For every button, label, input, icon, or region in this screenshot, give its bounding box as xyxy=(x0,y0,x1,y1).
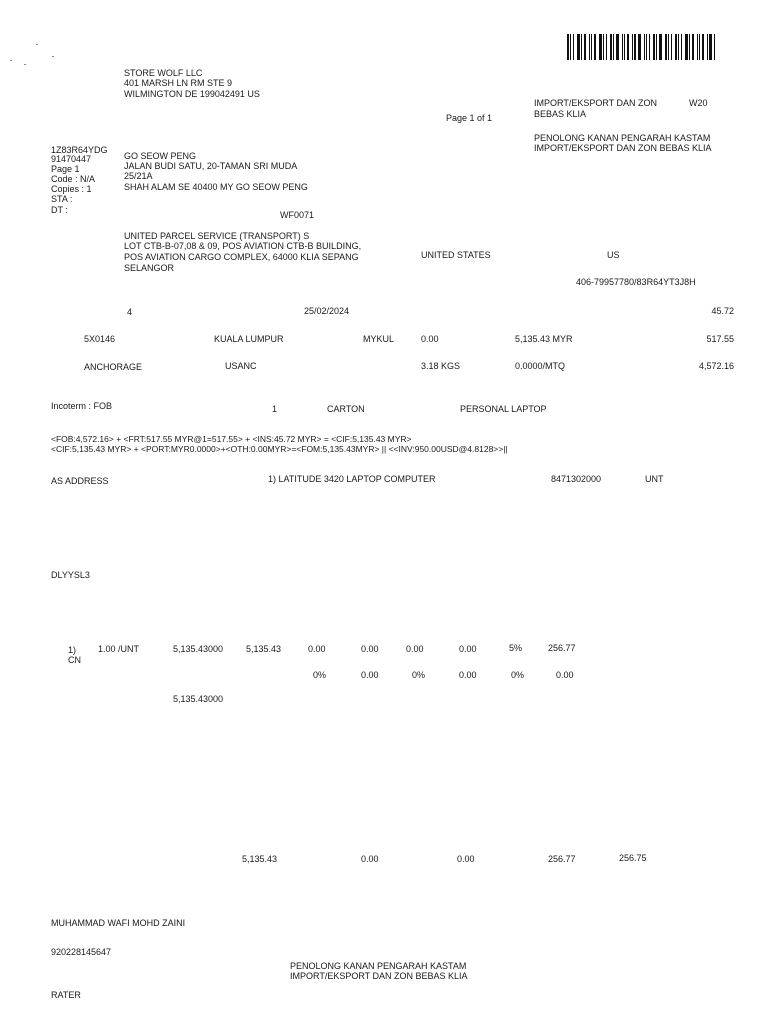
barcode-bar xyxy=(709,34,712,60)
excise-amount-2: 0.00 xyxy=(459,670,477,680)
cif-value: 5,135.43 MYR xyxy=(515,334,573,344)
barcode-bar xyxy=(653,34,655,60)
excise-amount-3: 0.00 xyxy=(556,670,574,680)
line-origin: CN xyxy=(68,655,81,665)
barcode-bar xyxy=(606,34,607,60)
station-code: W20 xyxy=(689,98,708,108)
item-unit: UNT xyxy=(645,474,664,484)
total-value: 5,135.43 xyxy=(242,854,278,864)
barcode-bar xyxy=(656,34,657,60)
barcode-bar xyxy=(573,34,574,60)
duty-rate-1: 0.00 xyxy=(308,644,326,654)
barcode-bar xyxy=(699,34,700,60)
calculation-line-1: <FOB:4,572.16> + <FRT:517.55 MYR@1=517.55> + <INS:45.72 MYR> = <CIF:5,135.43 MYR> xyxy=(51,434,412,444)
barcode-bar xyxy=(634,34,636,60)
total-tax: 256.77 xyxy=(548,854,576,864)
excise-rate-2: 0% xyxy=(412,670,426,680)
sta-label: STA : xyxy=(51,194,73,204)
tax-amount: 256.77 xyxy=(548,643,576,653)
line-total: 5,135.43 xyxy=(246,644,282,654)
origin-country: UNITED STATES xyxy=(421,250,491,260)
shipping-mark: DLYYSL3 xyxy=(51,570,90,580)
barcode-bar xyxy=(591,34,592,60)
line-unit-price: 5,135.43000 xyxy=(173,644,224,654)
tax-rate: 5% xyxy=(509,643,523,653)
sender-line-3: WILMINGTON DE 199042491 US xyxy=(124,89,260,99)
code-label: Code : N/A xyxy=(51,174,96,184)
barcode-bar xyxy=(594,34,596,60)
barcode-bar xyxy=(646,34,647,60)
agent-line-3: POS AVIATION CARGO COMPLEX, 64000 KLIA SEPANG xyxy=(124,252,359,262)
barcode-bar xyxy=(689,34,690,60)
excise-rate-3: 0% xyxy=(511,670,525,680)
insurance-value: 45.72 xyxy=(711,306,734,316)
duty-amount-1: 0.00 xyxy=(361,644,379,654)
barcode-bar xyxy=(624,34,625,60)
scan-specks xyxy=(6,44,66,68)
excise-amount-1: 0.00 xyxy=(361,670,379,680)
barcode-bar xyxy=(610,34,612,60)
barcode-bar xyxy=(581,34,582,60)
agent-line-1: UNITED PARCEL SERVICE (TRANSPORT) S xyxy=(124,231,310,241)
barcode-bar xyxy=(577,34,580,60)
dt-label: DT : xyxy=(51,205,68,215)
barcode-bar xyxy=(707,34,708,60)
item-address: AS ADDRESS xyxy=(51,476,109,486)
barcode-bar xyxy=(685,34,688,60)
package-type: CARTON xyxy=(327,404,365,414)
grand-total: 256.75 xyxy=(619,853,647,863)
page-code: Page 1 xyxy=(51,164,80,174)
declaration-date: 25/02/2024 xyxy=(304,306,350,316)
station-name: IMPORT/EKSPORT DAN ZON BEBAS KLIA xyxy=(534,98,658,119)
fob-value: 4,572.16 xyxy=(698,361,734,371)
copies-label: Copies : 1 xyxy=(51,184,92,194)
barcode-bar xyxy=(603,34,604,60)
barcode-bar xyxy=(692,34,694,60)
sender-line-2: 401 MARSH LN RM STE 9 xyxy=(124,78,233,88)
barcode-bar xyxy=(671,34,672,60)
line-quantity: 1.00 /UNT xyxy=(98,644,140,654)
measure-rate: 0.0000/MTQ xyxy=(515,361,566,371)
consignee-line-1: GO SEOW PENG xyxy=(124,151,197,161)
airway-bill: 406-79957780/83R64YT3J8H xyxy=(576,277,696,287)
barcode-bar xyxy=(632,34,633,60)
barcode-bar xyxy=(627,34,629,60)
footer-title-2: IMPORT/EKSPORT DAN ZON BEBAS KLIA xyxy=(290,971,468,981)
departure-city: ANCHORAGE xyxy=(84,362,143,372)
sender-line-1: STORE WOLF LLC xyxy=(124,68,203,78)
barcode-bar xyxy=(675,34,677,60)
agent-line-2: LOT CTB-B-07,08 & 09, POS AVIATION CTB-B BUILDING, xyxy=(124,241,362,251)
barcode-bar xyxy=(697,34,698,60)
item-description: 1) LATITUDE 3420 LAPTOP COMPUTER xyxy=(268,474,436,484)
package-count: 4 xyxy=(127,307,133,317)
tracking-code: 1Z83R64YDG xyxy=(51,145,108,155)
line-number: 1) xyxy=(68,645,77,655)
consignee-line-2: JALAN BUDI SATU, 20-TAMAN SRI MUDA xyxy=(124,161,298,171)
officer-title-1: PENOLONG KANAN PENGARAH KASTAM xyxy=(534,133,711,143)
barcode-bar xyxy=(668,34,669,60)
barcode-bar xyxy=(589,34,590,60)
barcode-bar xyxy=(638,34,641,60)
agent-line-4: SELANGOR xyxy=(124,263,175,273)
gross-weight: 3.18 KGS xyxy=(421,361,461,371)
barcode-bar xyxy=(584,34,586,60)
barcode-bar xyxy=(622,34,623,60)
goods-description: PERSONAL LAPTOP xyxy=(460,404,547,414)
barcode-bar xyxy=(665,34,667,60)
departure-code: USANC xyxy=(225,361,257,371)
barcode-bar xyxy=(714,34,715,60)
hs-code: 8471302000 xyxy=(551,474,602,484)
barcode-bar xyxy=(616,34,619,60)
arrival-code: MYKUL xyxy=(363,334,395,344)
officer-id: 920228145647 xyxy=(51,947,112,957)
officer-name: MUHAMMAD WAFI MOHD ZAINI xyxy=(51,918,186,928)
arrival-city: KUALA LUMPUR xyxy=(214,334,284,344)
barcode-bar xyxy=(678,34,679,60)
flight-number: 5X0146 xyxy=(84,334,116,344)
incoterm-label: Incoterm : FOB xyxy=(51,401,113,411)
package-quantity: 1 xyxy=(272,404,278,414)
barcode-bar xyxy=(567,34,569,60)
calculation-line-2: <CIF:5,135.43 MYR> + <PORT:MYR0.0000>+<OTH:0.00MYR>=<FOM:5,135.43MYR> || <<INV:950.00USD@4.8128>>|| xyxy=(51,444,508,454)
line-subtotal: 5,135.43000 xyxy=(173,694,224,704)
barcode-bar xyxy=(599,34,602,60)
origin-code: US xyxy=(607,250,620,260)
barcode-bar xyxy=(702,34,704,60)
tracking-number: 91470447 xyxy=(51,154,92,164)
barcode-bar xyxy=(613,34,614,60)
officer-role: RATER xyxy=(51,990,81,1000)
barcode-bar xyxy=(681,34,682,60)
excise-rate-1: 0% xyxy=(313,670,327,680)
duty-rate-2: 0.00 xyxy=(406,644,424,654)
footer-title-1: PENOLONG KANAN PENGARAH KASTAM xyxy=(290,961,467,971)
consignee-line-3: 25/21A xyxy=(124,171,153,181)
row2-value-a: 0.00 xyxy=(421,334,439,344)
freight-value: 517.55 xyxy=(706,334,734,344)
page-label: Page 1 of 1 xyxy=(446,113,493,123)
barcode-image xyxy=(567,34,719,60)
barcode-bar xyxy=(659,34,662,60)
barcode-bar xyxy=(644,34,645,60)
ref-code: WF0071 xyxy=(280,210,315,220)
total-duty-2: 0.00 xyxy=(457,854,475,864)
officer-title-2: IMPORT/EKSPORT DAN ZON BEBAS KLIA xyxy=(534,143,712,153)
barcode-bar xyxy=(570,34,571,60)
barcode-bar xyxy=(649,34,650,60)
consignee-line-4: SHAH ALAM SE 40400 MY GO SEOW PENG xyxy=(124,182,308,192)
total-duty-1: 0.00 xyxy=(361,854,379,864)
duty-amount-2: 0.00 xyxy=(459,644,477,654)
